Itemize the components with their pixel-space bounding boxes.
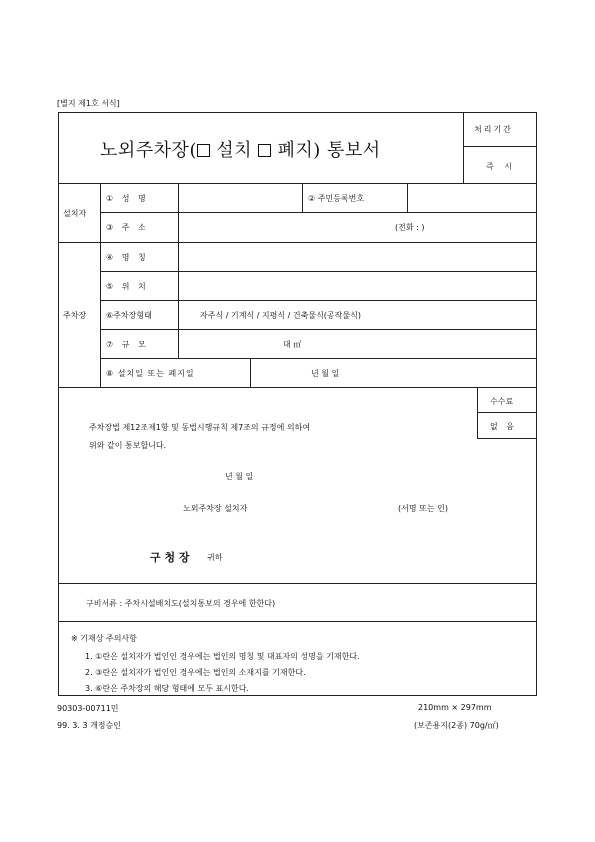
divider — [58, 183, 537, 184]
form-title — [100, 136, 381, 162]
fee-value: 없 음 — [490, 422, 517, 431]
paper-size: 210mm × 297mm — [418, 703, 492, 712]
statement-line-1: 주차장법 제12조제1항 및 동법시행규칙 제7조의 규정에 의하여 — [89, 423, 311, 432]
recipient-suffix: 귀하 — [207, 553, 223, 562]
paper-spec: (보존용지(2종) 70g/㎡) — [414, 721, 499, 730]
parking-name-label: ④ 명 칭 — [106, 253, 149, 262]
name-label: ① 성 명 — [106, 194, 149, 203]
install-date-label: ⑧ 설치일 또는 폐지일 — [106, 369, 195, 378]
divider — [302, 183, 303, 212]
title-option-abolish: 폐지) — [277, 140, 321, 161]
title-suffix: 통보서 — [327, 140, 381, 161]
form-code: 90303-00711민 — [57, 704, 119, 713]
divider — [100, 212, 537, 213]
scale-label: ⑦ 규 모 — [106, 340, 149, 349]
divider — [100, 358, 537, 359]
title-option-install: 설치 — [216, 140, 252, 161]
title-prefix: 노외주차장( — [100, 140, 197, 161]
phone-field[interactable]: (전화 : ) — [395, 223, 425, 232]
divider — [407, 183, 408, 212]
location-label: ⑤ 위 치 — [106, 282, 149, 291]
note-item: 3. ⑥란은 주차장의 해당 형태에 모두 표시한다. — [85, 684, 249, 693]
divider — [58, 583, 537, 584]
divider — [477, 412, 537, 413]
divider — [477, 438, 537, 439]
divider — [58, 242, 537, 243]
install-checkbox[interactable] — [197, 144, 210, 157]
divider — [58, 387, 537, 388]
signer-label: 노외주차장 설치자 — [183, 504, 248, 513]
notes-heading: ※ 기재상 주의사항 — [71, 634, 137, 643]
divider — [100, 271, 537, 272]
note-item: 2. ③란은 설치자가 법인인 경우에는 법인의 소재지를 기재한다. — [85, 668, 306, 677]
parking-type-options[interactable]: 자주식 / 기계식 / 지평식 / 건축물식(공작물식) — [200, 311, 361, 320]
divider — [100, 300, 537, 301]
note-item: 1. ①란은 설치자가 법인인 경우에는 법인의 명칭 및 대표자의 성명을 기재한다. — [85, 652, 360, 661]
divider — [178, 183, 179, 358]
signature-note: (서명 또는 인) — [398, 504, 448, 513]
rrn-label: ② 주민등록번호 — [308, 194, 365, 203]
divider — [100, 183, 101, 387]
revision-approval: 99. 3. 3 개정승인 — [57, 721, 121, 730]
parking-type-label: ⑥주차장형태 — [106, 311, 152, 320]
recipient: 구 청 장 — [150, 551, 190, 564]
processing-period-value: 즉 시 — [486, 162, 516, 171]
divider — [463, 146, 537, 147]
install-date-field[interactable]: 년 월 일 — [311, 369, 340, 378]
parking-section-label: 주차장 — [63, 311, 87, 320]
divider — [250, 358, 251, 387]
abolish-checkbox[interactable] — [258, 144, 271, 157]
scale-field[interactable]: 대 ㎡ — [283, 340, 302, 349]
divider — [463, 112, 464, 183]
divider — [477, 387, 478, 438]
statement-date[interactable]: 년 월 일 — [225, 472, 254, 481]
form-number-label: [별지 제1호 서식] — [57, 99, 120, 108]
installer-section-label: 설치자 — [63, 209, 87, 218]
processing-period-label: 처리기간 — [474, 125, 513, 134]
fee-label: 수수료 — [490, 397, 514, 406]
address-label: ③ 주 소 — [106, 223, 149, 232]
statement-line-2: 위와 같이 통보합니다. — [89, 441, 167, 450]
divider — [58, 621, 537, 622]
divider — [100, 329, 537, 330]
required-documents: 구비서류 : 주차시설배치도(설치통보의 경우에 한한다) — [86, 599, 276, 608]
